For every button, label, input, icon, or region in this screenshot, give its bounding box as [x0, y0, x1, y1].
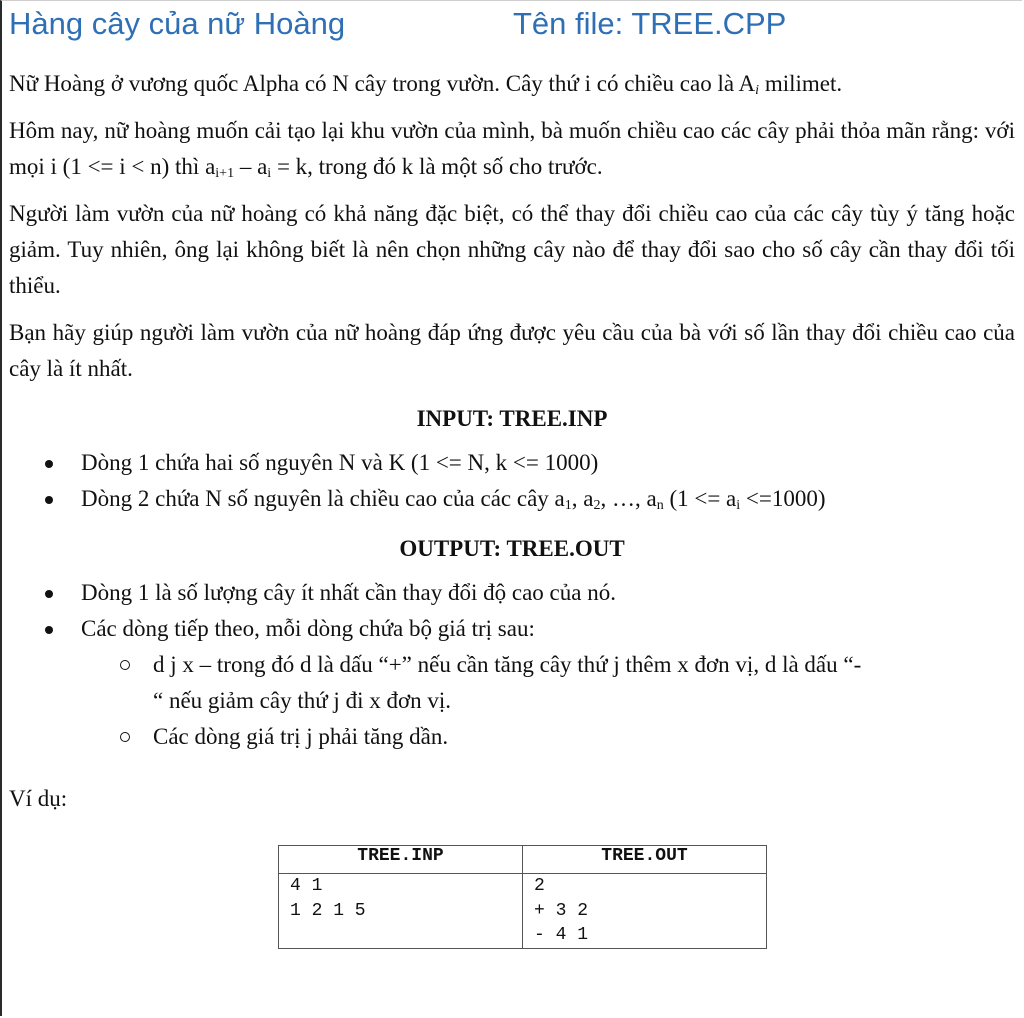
input-title: INPUT: TREE.INP	[416, 406, 608, 431]
paragraph-1-text: Nữ Hoàng ở vương quốc Alpha có N cây trong vườn. Cây thứ i có chiều cao là A	[9, 71, 756, 96]
output-sub-2: Các dòng giá trị j phải tăng dần.	[153, 724, 449, 749]
input-line-2-part: (1 <= a	[663, 486, 737, 511]
paragraph-4: Bạn hãy giúp người làm vườn của nữ hoàng đáp ứng được yêu cầu của bà với số lần thay đổi chiều cao của cây là ít nhất.	[9, 320, 1015, 381]
input-line-2-part: , a	[571, 486, 594, 511]
paragraph-2-text-mid: – a	[234, 154, 268, 179]
input-line-1: Dòng 1 chứa hai số nguyên N và K (1 <= N, k <= 1000)	[81, 450, 599, 475]
circle-bullet-icon	[120, 660, 130, 670]
example-output-cell	[523, 874, 767, 949]
output-line-2: Các dòng tiếp theo, mỗi dòng chứa bộ giá trị sau:	[81, 616, 535, 641]
list-item	[9, 481, 1015, 517]
subscript: i+1	[215, 166, 235, 181]
subscript: i	[755, 83, 760, 98]
subscript: i	[267, 166, 272, 181]
subscript: i	[736, 498, 741, 513]
bullet-icon	[45, 460, 53, 468]
input-line-2-part: <=1000)	[740, 486, 826, 511]
list-item	[9, 611, 1015, 755]
paragraph-1-text-end: milimet.	[759, 71, 843, 96]
example-output-line: 2	[534, 876, 545, 896]
example-output-line: + 3 2	[534, 900, 589, 921]
example-input-cell	[279, 874, 523, 949]
problem-statement	[9, 66, 1015, 817]
paragraph-3: Người làm vườn của nữ hoàng có khả năng đặc biệt, có thể thay đổi chiều cao của các cây tùy ý tăng hoặc giảm. Tuy nhiên, ông lại không biết là nên chọn những cây nào để thay đổi sao cho số cây cần thay đổi tối thiểu.	[9, 201, 1015, 298]
output-sub-1-cont: “ nếu giảm cây thứ j đi x đơn vị.	[153, 688, 452, 713]
example-output-line: - 4 1	[534, 925, 589, 945]
list-item	[9, 575, 1015, 611]
header	[9, 4, 1009, 44]
bullet-icon	[45, 590, 53, 598]
output-line-1: Dòng 1 là số lượng cây ít nhất cần thay đổi độ cao của nó.	[81, 580, 616, 605]
header-tree-inp: TREE.INP	[279, 846, 523, 874]
input-line-2: Dòng 2 chứa N số nguyên là chiều cao của các cây a	[81, 486, 565, 511]
subscript: 1	[564, 498, 572, 513]
problem-title: Hàng cây của nữ Hoàng	[9, 6, 346, 41]
paragraph-1	[9, 66, 1015, 102]
subscript: 2	[593, 498, 601, 513]
output-sublist	[81, 647, 1015, 755]
list-item	[9, 445, 1015, 481]
example-input-line: 1 2 1 5	[290, 900, 366, 921]
output-list	[9, 575, 1015, 755]
table-header-row	[279, 846, 767, 874]
table-row	[279, 874, 767, 949]
input-list	[9, 445, 1015, 517]
circle-bullet-icon	[120, 732, 130, 742]
file-name: Tên file: TREE.CPP	[513, 6, 787, 41]
input-line-2-part: , …, a	[600, 486, 657, 511]
bullet-icon	[45, 496, 53, 504]
output-title: OUTPUT: TREE.OUT	[399, 536, 625, 561]
header-tree-out: TREE.OUT	[523, 846, 767, 874]
output-sub-1: d j x – trong đó d là dấu “+” nếu cần tăng cây thứ j thêm x đơn vị, d là dấu “-	[153, 652, 862, 677]
sub-list-item	[9, 719, 1015, 755]
bullet-icon	[45, 626, 53, 634]
example-table	[278, 845, 767, 949]
example-input-line: 4 1	[290, 876, 323, 896]
paragraph-2-text-end: = k, trong đó k là một số cho trước.	[271, 154, 603, 179]
paragraph-2-text: Hôm nay, nữ hoàng muốn cải tạo lại khu vườn của mình, bà muốn chiều cao các cây phải thỏa mãn rằng: với mọi i (1 <= i < n) thì a	[9, 118, 1015, 179]
subscript: n	[656, 498, 664, 513]
paragraph-2	[9, 113, 1015, 185]
sub-list-item	[9, 647, 1015, 719]
example-label: Ví dụ:	[9, 786, 68, 811]
